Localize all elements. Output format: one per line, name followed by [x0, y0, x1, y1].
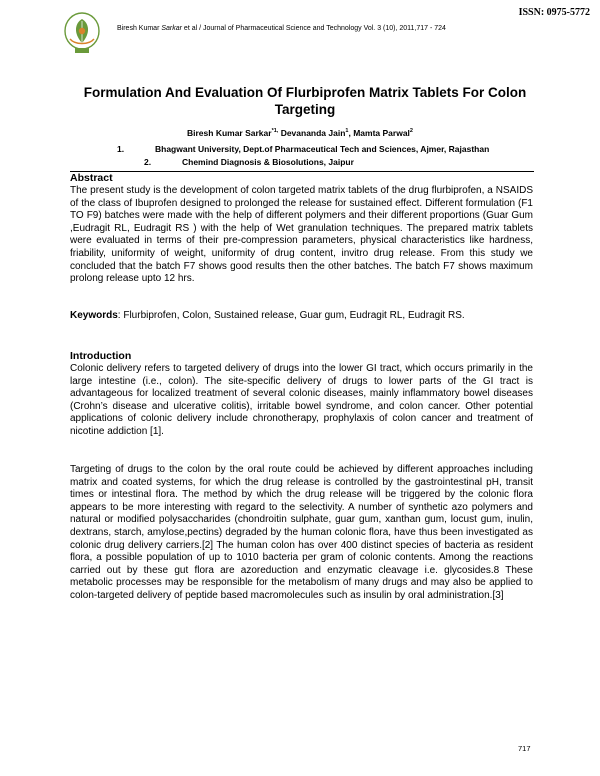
author-name: Devananda Jain — [280, 128, 346, 138]
affiliation: 2. Chemind Diagnosis & Biosolutions, Jaipur — [144, 157, 354, 167]
page-number: 717 — [518, 744, 531, 753]
author-name: Mamta Parwal — [353, 128, 410, 138]
affiliation: 1. Bhagwant University, Dept.of Pharmaceutical Tech and Sciences, Ajmer, Rajasthan — [117, 144, 490, 154]
issn-label: ISSN: 0975-5772 — [518, 7, 590, 18]
author-list: Biresh Kumar Sarkar$^{*1,}$ Devananda Jain$^1$, Mamta Parwal$^2$ — [187, 128, 413, 138]
introduction-paragraph: Targeting of drugs to the colon by the oral route could be achieved by different approaches including matrix and coated systems, for which the drug release is controlled by the gastrointestinal pH, transit times or intestinal flora. The method by which the drug release will be triggered by the colonic flora appears to be more interesting with regard to the selectivity. A number of synthetic azo polymers and natural or modified polysaccharides (chondroitin sulphate, guar gum, xanthan gum, locust gum, inulin, dextrans, starch, amylose,pectins) degraded by the human colonic flora, have thus been investigated as colonic drug delivery carriers.[2] The human colon has over 400 distinct species of bacteria as resident flora, a possible population of up to 1010 bacteria per gram of colonic contents. Among the reactions carried out by these gut flora are azoreduction and enzymatic cleavage i.e. glycosides.8 These metabolic processes may be responsible for the metabolism of many drugs and may also be applied to colon-targeted delivery of peptide based macromolecules such as insulin by oral administration.[3] — [70, 464, 533, 601]
keywords: Keywords: Flurbiprofen, Colon, Sustained release, Guar gum, Eudragit RL, Eudragit RS. — [70, 310, 465, 321]
author-name: Biresh Kumar Sarkar — [187, 128, 272, 138]
abstract-heading: Abstract — [70, 172, 113, 184]
journal-logo-icon — [63, 11, 101, 55]
paper-title: Formulation And Evaluation Of Flurbiprofen Matrix Tablets For Colon Targeting — [83, 85, 527, 117]
introduction-paragraph: Colonic delivery refers to targeted delivery of drugs into the lower GI tract, which occurs primarily in the large intestine (i.e., colon). The site-specific delivery of drugs to lower parts of the GI tract is advantageous for localized treatment of several colonic diseases, mainly inflammatory bowel diseases (Crohn’s disease and ulcerative colitis), irritable bowel syndrome, and colon cancer. Other potential applications of colonic delivery include chronotherapy, prophylaxis of colon cancer and treatment of nicotine addiction [1]. — [70, 363, 533, 437]
introduction-heading: Introduction — [70, 350, 132, 362]
abstract-text: The present study is the development of colon targeted matrix tablets of the drug flurbiprofen, a NSAIDS of the class of Ibuprofen designed to prolonged the release for sustained effect. Different formulation (F1 TO F9) batches were made with the help of different polymers and their different proportions (Guar Gum ,Eudragit RL, Eudragit RS ) with the help of Wet granulation techniques. The prepared matrix tablets were evaluated in terms of their pre-compression parameters, physical characteristics like hardness, friability, uniformity of weight, uniformity of drug content, invitro drug release. From this study we concluded that the batch F7 shows good results then the other batches. The batch F7 shows maximum prolong release upto 12 hrs. — [70, 185, 533, 285]
section-divider — [70, 171, 534, 172]
journal-citation: Biresh Kumar Sarkar et al / Journal of Pharmaceutical Science and Technology Vol. 3 (10), 2011,717 - 724 — [117, 25, 446, 32]
